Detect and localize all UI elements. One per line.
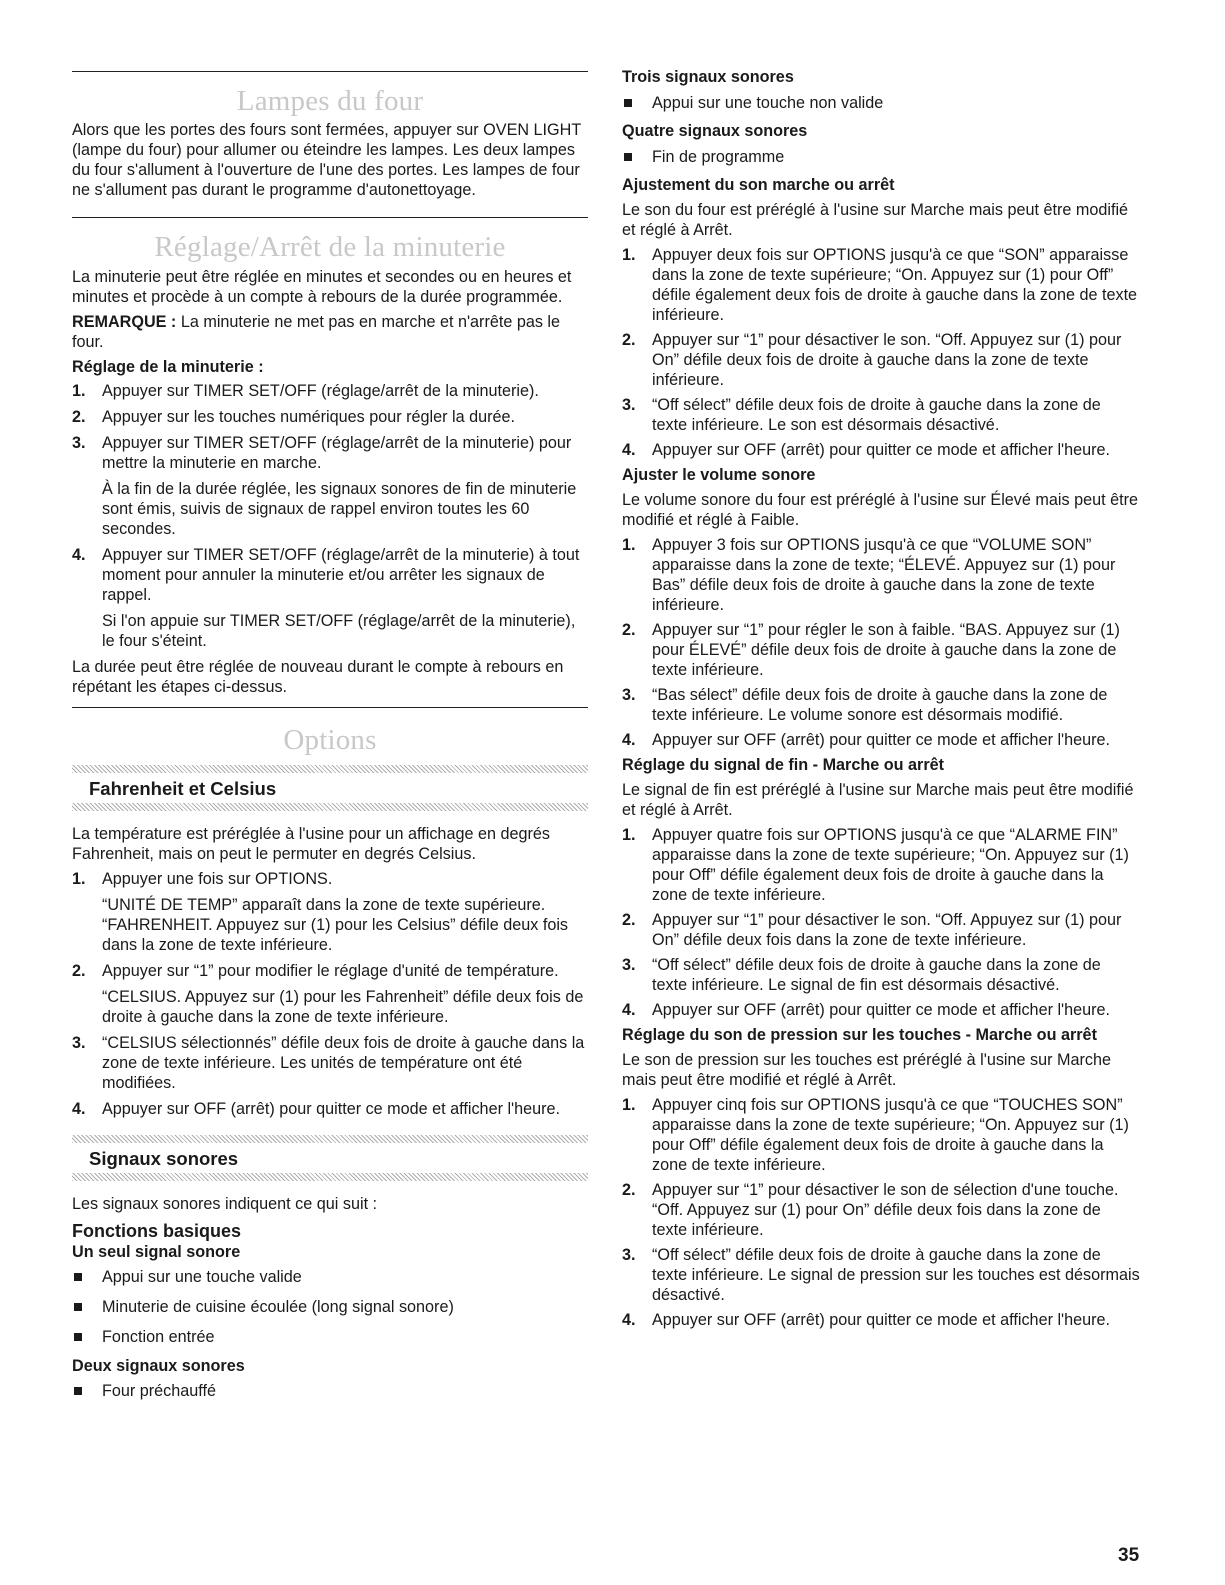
list-item: Four préchauffé [72,1381,588,1401]
three-signals-heading: Trois signaux sonores [622,68,794,86]
four-signals-heading: Quatre signaux sonores [622,122,808,140]
step-item: 2. Appuyer sur “1” pour régler le son à faible. “BAS. Appuyez sur (1) pour ÉLEVÉ” défile deux fois de droite à gauche dans la zone de texte inférieure. [622,621,1120,679]
hatched-band [72,1173,588,1181]
step-item: 1. Appuyer une fois sur OPTIONS. “UNITÉ DE TEMP” apparaît dans la zone de texte supérieure. “FAHRENHEIT. Appuyez sur (1) pour les Celsius” défile deux fois dans la zone de texte inférieure. [72,869,588,955]
fahrenheit-heading: Fahrenheit et Celsius [89,778,277,799]
hatched-band [72,1135,588,1143]
bullet-square-icon [74,1273,82,1281]
hatched-band [72,803,588,811]
step-item: 3. “Off sélect” défile deux fois de droite à gauche dans la zone de texte inférieure. Le son est désormais désactivé. [622,396,1101,434]
end-signal-heading: Réglage du signal de fin - Marche ou arrêt [622,756,945,774]
step-item: 3. “CELSIUS sélectionnés” défile deux fois de droite à gauche dans la zone de texte inférieure. Les unités de température ont été modifiées. [72,1034,585,1092]
step-item: 1. Appuyer sur TIMER SET/OFF (réglage/arrêt de la minuterie). [72,382,539,400]
bullet-square-icon [624,153,632,161]
step-item: 4. Appuyer sur TIMER SET/OFF (réglage/arrêt de la minuterie) à tout moment pour annuler la minuterie et/ou arrêter les signaux de rappel. Si l'on appuie sur TIMER SET/OFF (réglage/arrêt de la minuterie), le four s'éteint. [72,545,588,651]
four-signals-list [622,147,1140,167]
bullet-square-icon [624,99,632,107]
fahrenheit-intro: La température est préréglée à l'usine pour un affichage en degrés Fahrenheit, mais on peut le permuter en degrés Celsius. [72,825,550,863]
list-item: Fonction entrée [72,1327,588,1347]
volume-steps [622,535,1140,750]
step-item: 1. Appuyer cinq fois sur OPTIONS jusqu'à ce que “TOUCHES SON” apparaisse dans la zone de texte supérieure; “On. Appuyez sur (1) pour Off” défile également deux fois de droite à gauche dans la zone de texte inférieure. [622,1096,1129,1174]
end-signal-steps [622,825,1140,1020]
step-item: 3. “Off sélect” défile deux fois de droite à gauche dans la zone de texte inférieure. Le signal de pression sur les touches est désormais désactivé. [622,1246,1140,1304]
lamps-paragraph: Alors que les portes des fours sont fermées, appuyer sur OVEN LIGHT (lampe du four) pour allumer ou éteindre les lampes. Les deux lampes du four s'allument à l'ouverture de l'une des portes. Les lampes de four ne s'allument pas durant le programme d'autonettoyage. [72,121,581,199]
list-item: Appui sur une touche non valide [622,93,1140,113]
key-sound-intro: Le son de pression sur les touches est préréglé à l'usine sur Marche mais peut être modifié et réglé à Arrêt. [622,1051,1111,1089]
section-title-lamps: Lampes du four [236,85,424,117]
key-sound-heading: Réglage du son de pression sur les touches - Marche ou arrêt [622,1026,1097,1044]
volume-intro: Le volume sonore du four est préréglé à l'usine sur Élevé mais peut être modifié et réglé à Faible. [622,491,1138,529]
timer-note [72,312,588,352]
step-item: 2. Appuyer sur “1” pour désactiver le son. “Off. Appuyez sur (1) pour On” défile deux fois dans la zone de texte inférieure. [622,911,1122,949]
step-note: Si l'on appuie sur TIMER SET/OFF (réglage/arrêt de la minuterie), le four s'éteint. [102,612,576,650]
sound-onoff-heading: Ajustement du son marche ou arrêt [622,176,895,194]
section-title-timer: Réglage/Arrêt de la minuterie [154,231,506,263]
step-item: 4. Appuyer sur OFF (arrêt) pour quitter ce mode et afficher l'heure. [622,441,1111,459]
left-column [72,0,588,1401]
step-note: “CELSIUS. Appuyez sur (1) pour les Fahrenheit” défile deux fois de droite à gauche dans la zone de texte inférieure. [102,988,584,1026]
sound-onoff-intro: Le son du four est préréglé à l'usine sur Marche mais peut être modifié et réglé à Arrêt. [622,201,1129,239]
section-divider [72,707,588,708]
section-title-options: Options [283,724,377,756]
step-item: 2. Appuyer sur “1” pour désactiver le son. “Off. Appuyez sur (1) pour On” défile deux fois de droite à gauche dans la zone de texte inférieure. [622,331,1122,389]
section-divider [72,217,588,218]
end-signal-intro: Le signal de fin est préréglé à l'usine sur Marche mais peut être modifié et réglé à Arrêt. [622,781,1134,819]
timer-intro: La minuterie peut être réglée en minutes et secondes ou en heures et minutes et procède à un compte à rebours de la durée programmée. [72,268,572,306]
list-item: Minuterie de cuisine écoulée (long signal sonore) [72,1297,588,1317]
step-item: 4. Appuyer sur OFF (arrêt) pour quitter ce mode et afficher l'heure. [622,1311,1111,1329]
two-signals-heading: Deux signaux sonores [72,1357,245,1375]
signals-heading: Signaux sonores [89,1148,239,1169]
one-signal-list [72,1267,588,1347]
step-note: “UNITÉ DE TEMP” apparaît dans la zone de texte supérieure. “FAHRENHEIT. Appuyez sur (1) pour les Celsius” défile deux fois dans la zone de texte inférieure. [102,896,569,954]
bullet-square-icon [74,1303,82,1311]
volume-heading: Ajuster le volume sonore [622,466,816,484]
signals-intro: Les signaux sonores indiquent ce qui suit : [72,1195,378,1213]
two-signals-list [72,1381,588,1401]
step-item: 4. Appuyer sur OFF (arrêt) pour quitter ce mode et afficher l'heure. [622,1001,1111,1019]
bullet-square-icon [74,1387,82,1395]
step-note: À la fin de la durée réglée, les signaux sonores de fin de minuterie sont émis, suivis de signaux de rappel environ toutes les 60 secondes. [102,480,577,538]
step-item: 2. Appuyer sur “1” pour modifier le réglage d'unité de température. “CELSIUS. Appuyez sur (1) pour les Fahrenheit” défile deux fois de droite à gauche dans la zone de texte inférieure. [72,961,588,1027]
timer-subheading: Réglage de la minuterie : [72,358,264,376]
three-signals-list [622,93,1140,113]
list-item: Fin de programme [622,147,1140,167]
sound-onoff-steps [622,245,1140,460]
timer-outro: La durée peut être réglée de nouveau durant le compte à rebours en répétant les étapes ci-dessus. [72,658,564,696]
list-item: Appui sur une touche valide [72,1267,588,1287]
note-text: La minuterie ne met pas en marche et n'arrête pas le four. [72,313,561,351]
step-item: 2. Appuyer sur les touches numériques pour régler la durée. [72,408,516,426]
basic-functions-heading: Fonctions basiques [72,1221,242,1241]
timer-steps [72,381,588,651]
step-item: 1. Appuyer deux fois sur OPTIONS jusqu'à ce que “SON” apparaisse dans la zone de texte supérieure; “On. Appuyez sur (1) pour Off” défile également deux fois de droite à gauche dans la zone de texte inférieure. [622,246,1138,324]
step-item: 2. Appuyer sur “1” pour désactiver le son de sélection d'une touche. “Off. Appuyez sur (1) pour On” défile deux fois dans la zone de texte inférieure. [622,1181,1119,1239]
note-label: REMARQUE : [72,313,177,331]
section-divider [72,71,588,72]
key-sound-steps [622,1095,1140,1330]
step-item: 1. Appuyer 3 fois sur OPTIONS jusqu'à ce que “VOLUME SON” apparaisse dans la zone de texte; “ÉLEVÉ. Appuyez sur (1) pour Bas” défile deux fois de droite à gauche dans la zone de texte inférieure. [622,536,1116,614]
step-item: 3. “Off sélect” défile deux fois de droite à gauche dans la zone de texte inférieure. Le signal de fin est désormais désactivé. [622,956,1101,994]
step-item: 4. Appuyer sur OFF (arrêt) pour quitter ce mode et afficher l'heure. [72,1100,561,1118]
fahrenheit-steps [72,869,588,1119]
step-item: 3. Appuyer sur TIMER SET/OFF (réglage/arrêt de la minuterie) pour mettre la minuterie en marche. À la fin de la durée réglée, les signaux sonores de fin de minuterie sont émis, suivis de signaux de rappel environ toutes les 60 secondes. [72,433,588,539]
bullet-square-icon [74,1333,82,1341]
step-item: 1. Appuyer quatre fois sur OPTIONS jusqu'à ce que “ALARME FIN” apparaisse dans la zone de texte supérieure; “On. Appuyez sur (1) pour Off” défile également deux fois de droite à gauche dans la zone de texte inférieure. [622,826,1129,904]
step-item: 4. Appuyer sur OFF (arrêt) pour quitter ce mode et afficher l'heure. [622,731,1111,749]
right-column [622,0,1140,1330]
one-signal-heading: Un seul signal sonore [72,1243,241,1261]
page-number: 35 [1118,1545,1140,1566]
hatched-band [72,765,588,773]
step-item: 3. “Bas sélect” défile deux fois de droite à gauche dans la zone de texte inférieure. Le volume sonore est désormais modifié. [622,686,1108,724]
